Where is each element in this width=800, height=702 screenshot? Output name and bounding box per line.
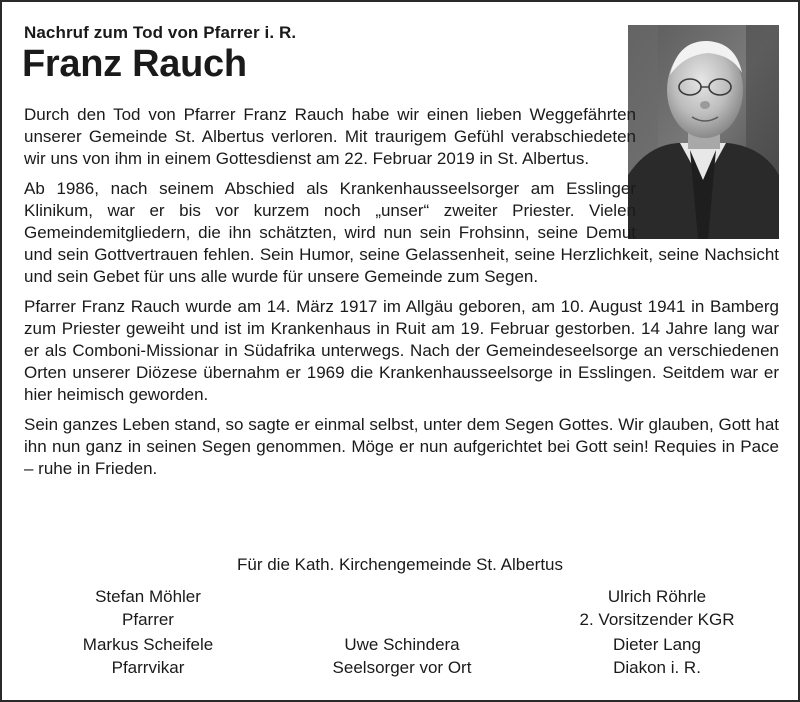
- signatory-role: 2. Vorsitzender KGR: [579, 610, 735, 629]
- on-behalf-line: Für die Kath. Kirchengemeinde St. Albertus: [236, 555, 563, 574]
- signatory-block: [38, 633, 258, 679]
- paragraph-biography: Pfarrer Franz Rauch wurde am 14. März 1917 im Allgäu geboren, am 10. August 1941 in Bamberg zum Priester geweiht und ist im Krankenhaus in Ruit am 19. Februar gestorben. 14 Jahre lang war er als Comboni-Missionar in Südafrika unterwegs. Nach der Gemeindeseelsorge an verschiedenen Orten unserer Diözese übernahm er 1969 die Krankenhausseelsorge in Esslingen. Seitdem war er hier heimisch geworden.: [24, 297, 779, 404]
- signatory-block: [38, 585, 258, 631]
- obituary-subtitle: Nachruf zum Tod von Pfarrer i. R.: [24, 23, 297, 42]
- signatory-block: [547, 585, 767, 631]
- signatory-name: Markus Scheifele: [82, 635, 214, 654]
- signatory-name: Dieter Lang: [613, 635, 701, 654]
- paragraph-service: Ab 1986, nach seinem Abschied als Krankenhausseelsorger am Esslinger Klinikum, war er bis vor kurzem noch „unser“ zweiter Priester. Vielen Gemeindemitgliedern, die ihn schätzten, wird nun sein Frohsinn, seine Demut und sein Gottvertrauen fehlen. Sein Humor, seine Gelassenheit, seine Herzlichkeit, seine Nachsicht und sein Gebet für uns alle wurde für unsere Gemeinde zum Segen.: [24, 179, 779, 286]
- signatory-role: Pfarrvikar: [111, 658, 185, 677]
- obituary-notice: [2, 2, 798, 700]
- obituary-body: [24, 104, 779, 488]
- paragraph-intro: Durch den Tod von Pfarrer Franz Rauch habe wir einen lieben Weggefährten unserer Gemeinde St. Albertus verloren. Mit traurigem Gefühl verabschiedeten wir uns von ihm in einem Gottesdienst am 22. Februar 2019 in St. Albertus.: [24, 105, 636, 168]
- signatory-block: [292, 633, 512, 679]
- deceased-name: Franz Rauch: [22, 43, 247, 85]
- paragraph-closing: Sein ganzes Leben stand, so sagte er einmal selbst, unter dem Segen Gottes. Wir glauben, Gott hat ihn nun ganz in seinen Segen genommen. Möge er nun aufgerichtet bei Gott sein! Requies in Pace – ruhe in Frieden.: [24, 415, 779, 478]
- signatory-role: Pfarrer: [122, 610, 174, 629]
- signatory-role: Seelsorger vor Ort: [332, 658, 472, 677]
- signatory-role: Diakon i. R.: [613, 658, 701, 677]
- signatory-name: Uwe Schindera: [344, 635, 460, 654]
- signatory-block: [547, 633, 767, 679]
- signatory-name: Ulrich Röhrle: [607, 587, 707, 606]
- signatory-name: Stefan Möhler: [95, 587, 201, 606]
